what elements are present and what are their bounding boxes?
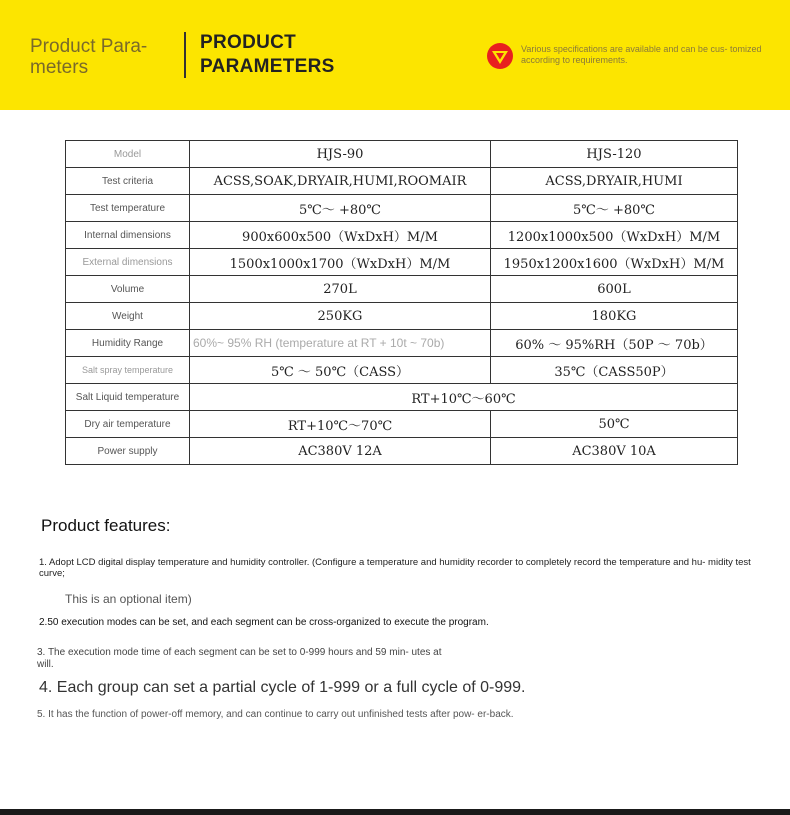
cell-merged: RT+10℃～60℃ [190, 384, 738, 411]
cell-hjs120: 50℃ [491, 411, 738, 438]
row-label: Salt spray temperature [66, 357, 190, 384]
feature-item-5: 5. It has the function of power-off memory, and can continue to carry out unfinished tests after pow- er-back. [37, 709, 514, 720]
table-row [66, 330, 738, 357]
cell-hjs120: 60% ～ 95%RH（50P ～ 70b） [491, 330, 738, 357]
feature-item-4: 4. Each group can set a partial cycle of 1-999 or a full cycle of 0-999. [39, 679, 526, 696]
header-banner [0, 0, 790, 110]
table-row [66, 357, 738, 384]
cell-hjs90: RT+10℃～70℃ [190, 411, 491, 438]
cell-hjs90: HJS-90 [190, 141, 491, 168]
table-row [66, 141, 738, 168]
row-label: Internal dimensions [66, 222, 190, 249]
row-label: Model [66, 141, 190, 168]
banner-title: Product Para- meters [30, 36, 148, 78]
table-row [66, 195, 738, 222]
cell-hjs120: HJS-120 [491, 141, 738, 168]
cell-hjs90: 5℃ ～ 50℃（CASS） [190, 357, 491, 384]
cell-hjs90: AC380V 12A [190, 438, 491, 465]
features-title: Product features: [41, 516, 171, 535]
cell-hjs120: 1200x1000x500（WxDxH）M/M [491, 222, 738, 249]
banner-heading [200, 31, 370, 79]
row-label: Volume [66, 276, 190, 303]
table-row [66, 222, 738, 249]
banner-heading-line1: PRODUCT [200, 32, 297, 53]
table-row [66, 384, 738, 411]
cell-hjs120: 5℃～ +80℃ [491, 195, 738, 222]
row-label: Humidity Range [66, 330, 190, 357]
cell-hjs120: 180KG [491, 303, 738, 330]
feature-item-3: 3. The execution mode time of each segment can be set to 0-999 hours and 59 min- utes at will. [37, 647, 442, 670]
cell-hjs90: ACSS,SOAK,DRYAIR,HUMI,ROOMAIR [190, 168, 491, 195]
row-label: External dimensions [66, 249, 190, 276]
feature-item-1: 1. Adopt LCD digital display temperature and humidity controller. (Configure a temperature and humidity recorder to completely record the temperature and hu- midity test curve; [39, 557, 751, 579]
row-label: Test temperature [66, 195, 190, 222]
table-row [66, 276, 738, 303]
cell-hjs120: 600L [491, 276, 738, 303]
cell-hjs90: 250KG [190, 303, 491, 330]
banner-heading-line2: PARAMETERS [200, 56, 335, 77]
bottom-bar [0, 809, 790, 815]
cell-hjs90: 60%~ 95% RH (temperature at RT + 10t ~ 70b) [190, 330, 491, 357]
cell-hjs120: AC380V 10A [491, 438, 738, 465]
red-circle-down-triangle-icon [486, 42, 514, 70]
cell-hjs90: 270L [190, 276, 491, 303]
cell-hjs120: 35℃（CASS50P） [491, 357, 738, 384]
row-label: Salt Liquid temperature [66, 384, 190, 411]
row-label: Dry air temperature [66, 411, 190, 438]
row-label: Weight [66, 303, 190, 330]
cell-hjs90: 900x600x500（WxDxH）M/M [190, 222, 491, 249]
row-label: Test criteria [66, 168, 190, 195]
spec-table [65, 140, 738, 465]
cell-hjs120: ACSS,DRYAIR,HUMI [491, 168, 738, 195]
banner-note: Various specifications are available and can be cus- tomized according to requirements. [521, 44, 762, 65]
banner-divider [184, 32, 186, 78]
cell-hjs90: 1500x1000x1700（WxDxH）M/M [190, 249, 491, 276]
cell-hjs90: 5℃～ +80℃ [190, 195, 491, 222]
feature-item-1-note: This is an optional item) [65, 592, 192, 606]
table-row [66, 168, 738, 195]
table-row [66, 249, 738, 276]
table-row [66, 438, 738, 465]
cell-hjs120: 1950x1200x1600（WxDxH）M/M [491, 249, 738, 276]
row-label: Power supply [66, 438, 190, 465]
feature-item-2: 2.50 execution modes can be set, and each segment can be cross-organized to execute the program. [39, 617, 489, 628]
table-row [66, 411, 738, 438]
table-row [66, 303, 738, 330]
